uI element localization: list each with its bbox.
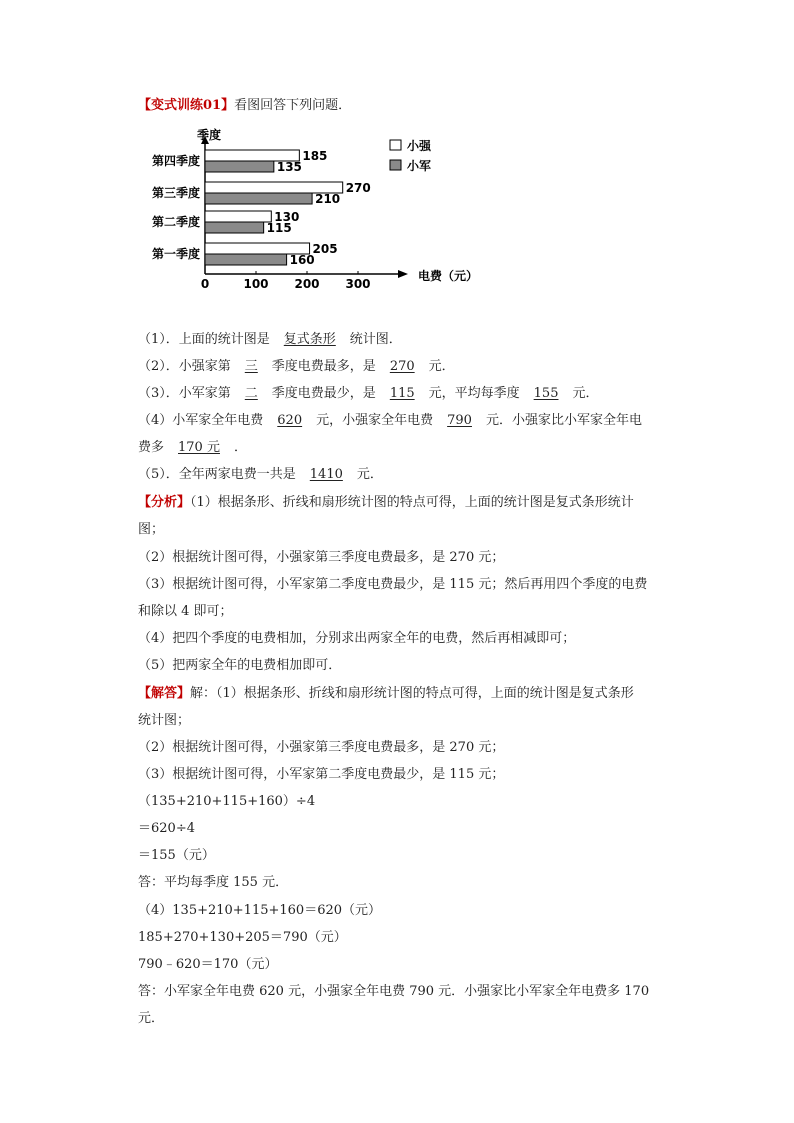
answer-blank: 270: [389, 359, 415, 374]
question-text: 元．: [356, 467, 383, 482]
exercise-tag: 【变式训练01】: [138, 98, 235, 113]
legend-swatch: [390, 140, 401, 150]
analysis-line: 和除以 4 即可；: [138, 604, 233, 619]
question-text: 元，小强家全年电费: [316, 413, 434, 428]
bar-value-label: 210: [315, 192, 341, 206]
question-text: 元．: [572, 386, 599, 401]
answer-blank: 620: [277, 413, 303, 428]
analysis-line: （4）把四个季度的电费相加，分别求出两家全年的电费，然后再相减即可；: [138, 631, 576, 646]
question-text: （4）小军家全年电费: [138, 413, 264, 428]
x-axis-label: 电费（元）: [418, 269, 479, 283]
bar-value-label: 130: [274, 210, 300, 224]
x-axis-arrow: [398, 270, 408, 278]
answer-blank: 三: [244, 359, 258, 374]
question-1: [138, 331, 402, 349]
legend-label: 小军: [407, 159, 432, 173]
question-text: （2）．小强家第: [138, 359, 231, 374]
question-2: [138, 358, 455, 376]
analysis-line: 图；: [138, 522, 165, 537]
question-text: 季度电费最少，是: [271, 386, 376, 401]
solution-line: 答：小军家全年电费 620 元，小强家全年电费 790 元．小强家比小军家全年电费多 170: [138, 984, 650, 999]
solution-line: （4）135+210+115+160＝620（元）: [138, 903, 382, 918]
bar: [205, 254, 287, 265]
y-axis-label: 季度: [197, 128, 222, 142]
solution-text: 解：（1）根据条形、折线和扇形统计图的特点可得，上面的统计图是复式条形: [190, 686, 634, 701]
question-text: 元．小强家比小军家全年电: [485, 413, 642, 428]
solution-line: （3）根据统计图可得，小军家第二季度电费最少，是 115 元；: [138, 767, 505, 782]
question-text: ．: [233, 440, 247, 455]
category-label: 第三季度: [151, 186, 200, 200]
answer-blank: 790: [447, 413, 472, 428]
analysis-tag: 【分析】: [138, 495, 191, 510]
solution-line: 元．: [138, 1011, 165, 1026]
analysis-line-1: [138, 494, 634, 512]
question-5: [138, 466, 383, 484]
question-text: 元，平均每季度: [428, 386, 520, 401]
solution-line: （135+210+115+160）÷4: [138, 794, 316, 809]
analysis-line: （2）根据统计图可得，小强家第三季度电费最多，是 270 元；: [138, 550, 505, 565]
bar-value-label: 270: [345, 181, 371, 195]
solution-line: 答：平均每季度 155 元．: [138, 875, 289, 890]
answer-blank: 1410: [309, 467, 343, 482]
x-tick-label: 100: [243, 277, 269, 291]
x-tick-label: 300: [345, 277, 371, 291]
category-label: 第一季度: [151, 247, 200, 261]
question-text: 费多: [138, 440, 165, 455]
legend-label: 小强: [407, 139, 432, 153]
bar-value-label: 185: [302, 149, 328, 163]
solution-line: 790﹣620＝170（元）: [138, 957, 278, 972]
solution-tag: 【解答】: [138, 686, 191, 701]
x-tick-label: 0: [200, 277, 210, 291]
question-4-cont: [138, 439, 247, 457]
question-text: （5）．全年两家电费一共是: [138, 467, 296, 482]
answer-blank: 115: [389, 386, 415, 401]
category-label: 第二季度: [151, 215, 200, 229]
solution-line: ＝620÷4: [138, 821, 195, 836]
bar: [205, 222, 264, 233]
answer-blank: 170 元: [178, 440, 220, 455]
solution-line: 统计图；: [138, 713, 191, 728]
bar: [205, 161, 274, 172]
x-tick-label: 200: [294, 277, 320, 291]
bar: [205, 211, 271, 222]
bar-value-label: 205: [312, 242, 338, 256]
bar: [205, 193, 312, 204]
category-label: 第四季度: [151, 154, 200, 168]
analysis-text: （1）根据条形、折线和扇形统计图的特点可得，上面的统计图是复式条形统计: [190, 495, 634, 510]
answer-blank: 复式条形: [283, 332, 336, 347]
question-text: 统计图．: [349, 332, 402, 347]
electricity-bar-chart: [138, 122, 498, 292]
question-4: [138, 412, 642, 430]
exercise-header: [138, 97, 351, 115]
question-text: （1）．上面的统计图是: [138, 332, 270, 347]
bar-value-label: 115: [266, 221, 292, 235]
question-text: 元．: [428, 359, 455, 374]
question-text: 季度电费最多，是: [271, 359, 376, 374]
solution-line: 185+270+130+205＝790（元）: [138, 930, 347, 945]
question-text: （3）．小军家第: [138, 386, 231, 401]
analysis-line: （5）把两家全年的电费相加即可．: [138, 658, 342, 673]
answer-blank: 二: [244, 386, 258, 401]
question-3: [138, 385, 599, 403]
bar-value-label: 160: [289, 253, 315, 267]
analysis-line: （3）根据统计图可得，小军家第二季度电费最少，是 115 元；然后再用四个季度的电费: [138, 577, 648, 592]
solution-line-1: [138, 685, 634, 703]
solution-line: ＝155（元）: [138, 848, 215, 863]
legend-swatch: [390, 160, 401, 170]
solution-line: （2）根据统计图可得，小强家第三季度电费最多，是 270 元；: [138, 740, 505, 755]
answer-blank: 155: [533, 386, 559, 401]
bar-value-label: 135: [276, 160, 302, 174]
exercise-prompt: 看图回答下列问题．: [234, 98, 352, 113]
